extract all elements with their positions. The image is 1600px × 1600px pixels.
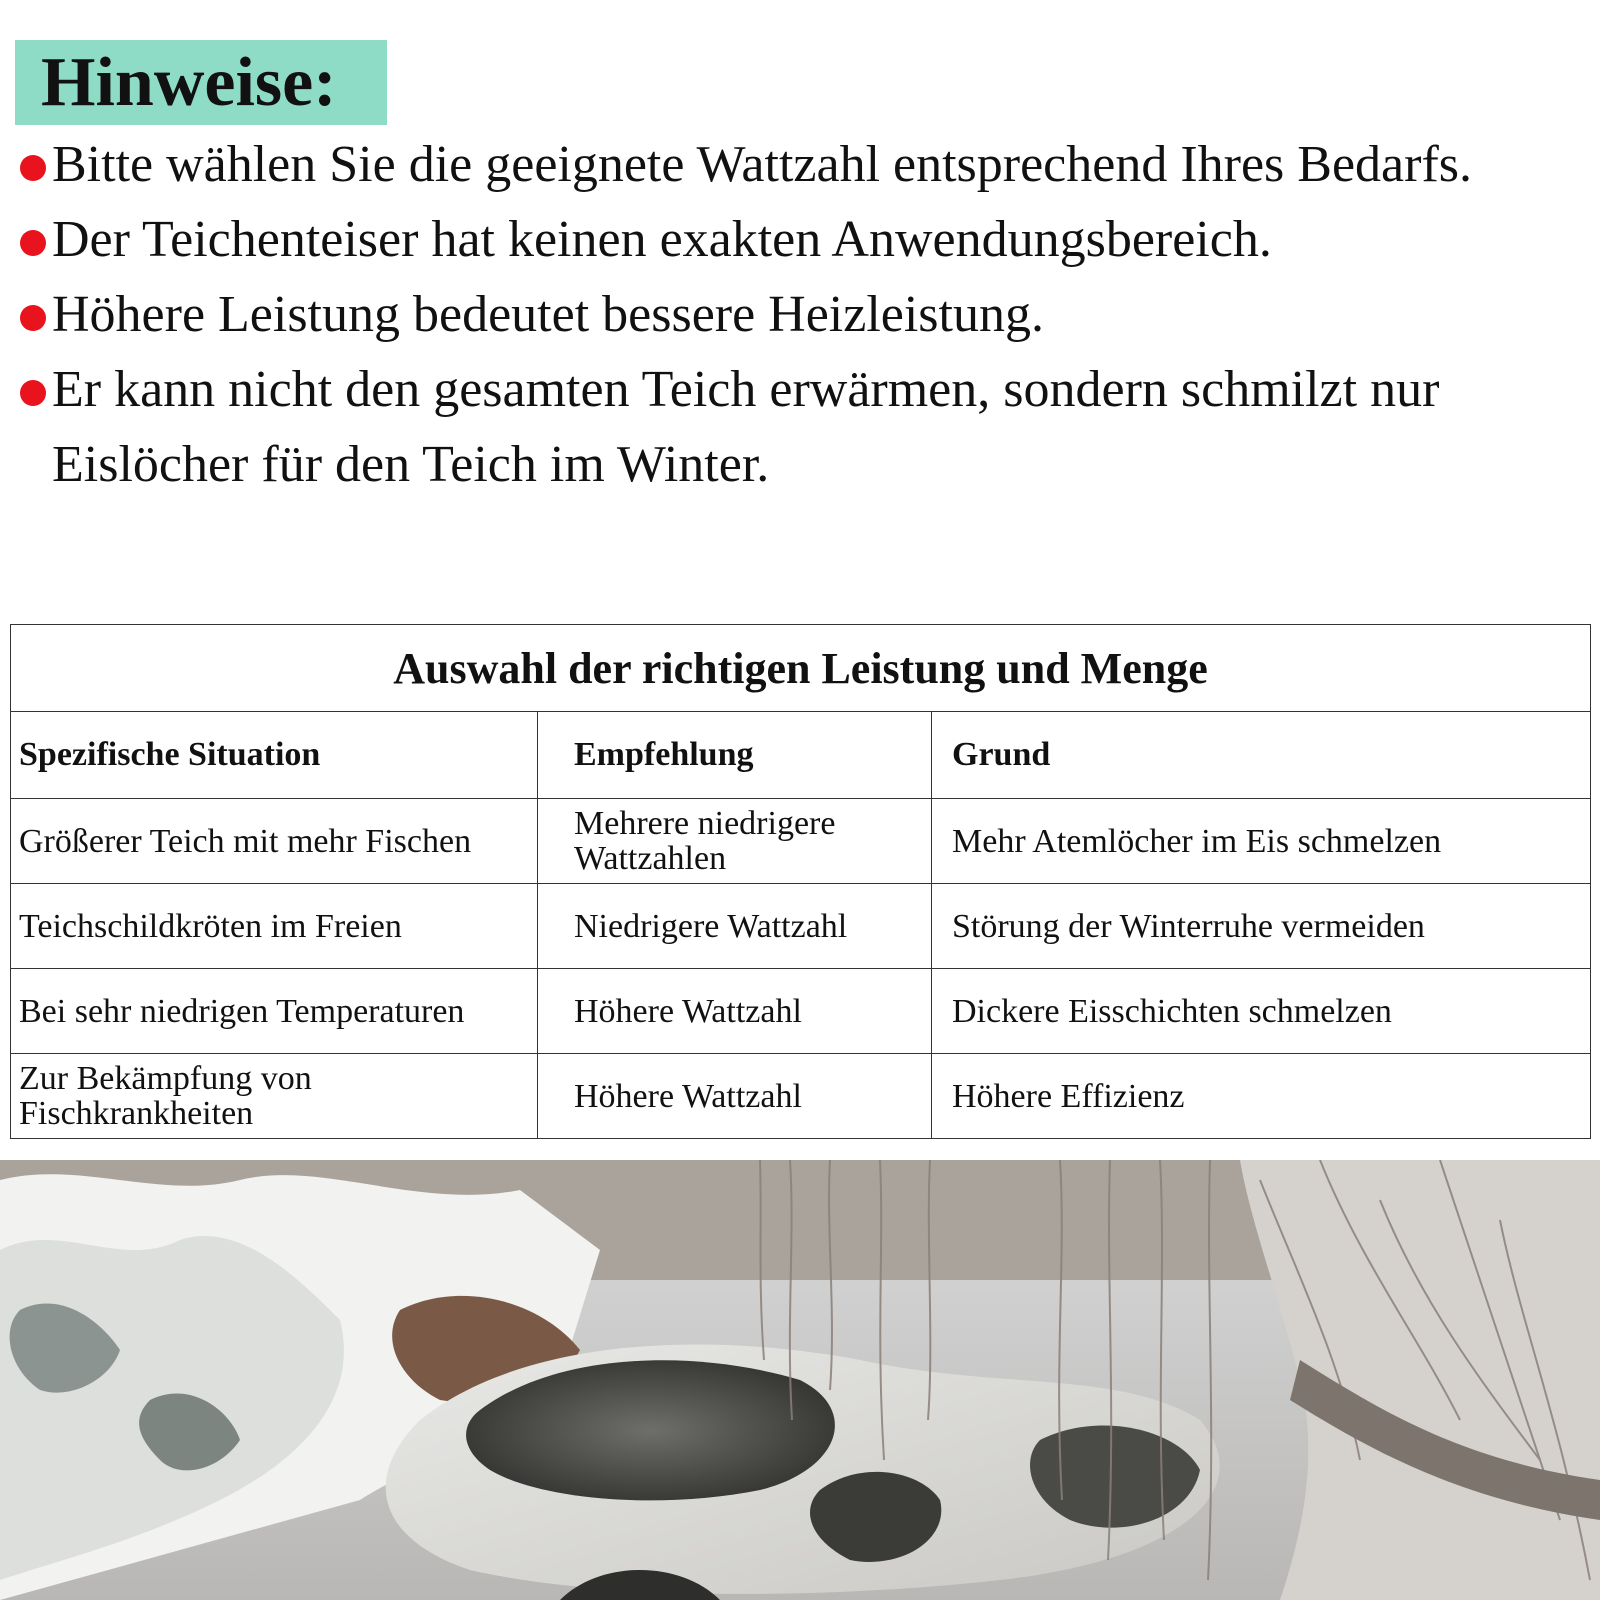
- table-cell: Höhere Wattzahl: [538, 969, 932, 1054]
- note-item: [0, 352, 1600, 502]
- page-title: Hinweise:: [41, 44, 337, 121]
- red-bullet-icon: [20, 305, 46, 331]
- red-bullet-icon: [20, 380, 46, 406]
- column-header-situation: Spezifische Situation: [11, 712, 538, 799]
- table-cell: Störung der Winterruhe vermeiden: [932, 884, 1591, 969]
- red-bullet-icon: [20, 155, 46, 181]
- table-cell: Zur Bekämpfung von Fischkrankheiten: [11, 1054, 538, 1139]
- recommendation-table: [10, 624, 1591, 1139]
- table-cell: Teichschildkröten im Freien: [11, 884, 538, 969]
- note-text: Bitte wählen Sie die geeignete Wattzahl entsprechend Ihres Bedarfs.: [52, 136, 1472, 193]
- note-item: [0, 127, 1600, 202]
- table-cell: Mehr Atemlöcher im Eis schmelzen: [932, 799, 1591, 884]
- note-text: Höhere Leistung bedeutet bessere Heizleistung.: [52, 286, 1044, 343]
- table-row: [11, 1054, 1591, 1139]
- table-header-row: [11, 712, 1591, 799]
- note-text: Der Teichenteiser hat keinen exakten Anwendungsbereich.: [52, 211, 1272, 268]
- table-cell: Größerer Teich mit mehr Fischen: [11, 799, 538, 884]
- recommendation-table-container: [10, 624, 1590, 1139]
- table-cell: Mehrere niedrigere Wattzahlen: [538, 799, 932, 884]
- note-text: Er kann nicht den gesamten Teich erwärmen, sondern schmilzt nur Eislöcher für den Teich im Winter.: [52, 361, 1440, 493]
- table-row: [11, 884, 1591, 969]
- table-row: [11, 799, 1591, 884]
- red-bullet-icon: [20, 230, 46, 256]
- note-item: [0, 277, 1600, 352]
- table-title: Auswahl der richtigen Leistung und Menge: [11, 625, 1591, 712]
- notes-list: [0, 127, 1600, 502]
- table-title-row: [11, 625, 1591, 712]
- table-cell: Höhere Wattzahl: [538, 1054, 932, 1139]
- table-row: [11, 969, 1591, 1054]
- column-header-recommendation: Empfehlung: [538, 712, 932, 799]
- table-cell: Höhere Effizienz: [932, 1054, 1591, 1139]
- table-cell: Dickere Eisschichten schmelzen: [932, 969, 1591, 1054]
- table-cell: Niedrigere Wattzahl: [538, 884, 932, 969]
- note-item: [0, 202, 1600, 277]
- heading-banner: [15, 40, 387, 125]
- column-header-reason: Grund: [932, 712, 1591, 799]
- table-cell: Bei sehr niedrigen Temperaturen: [11, 969, 538, 1054]
- winter-pond-photo: [0, 1160, 1600, 1600]
